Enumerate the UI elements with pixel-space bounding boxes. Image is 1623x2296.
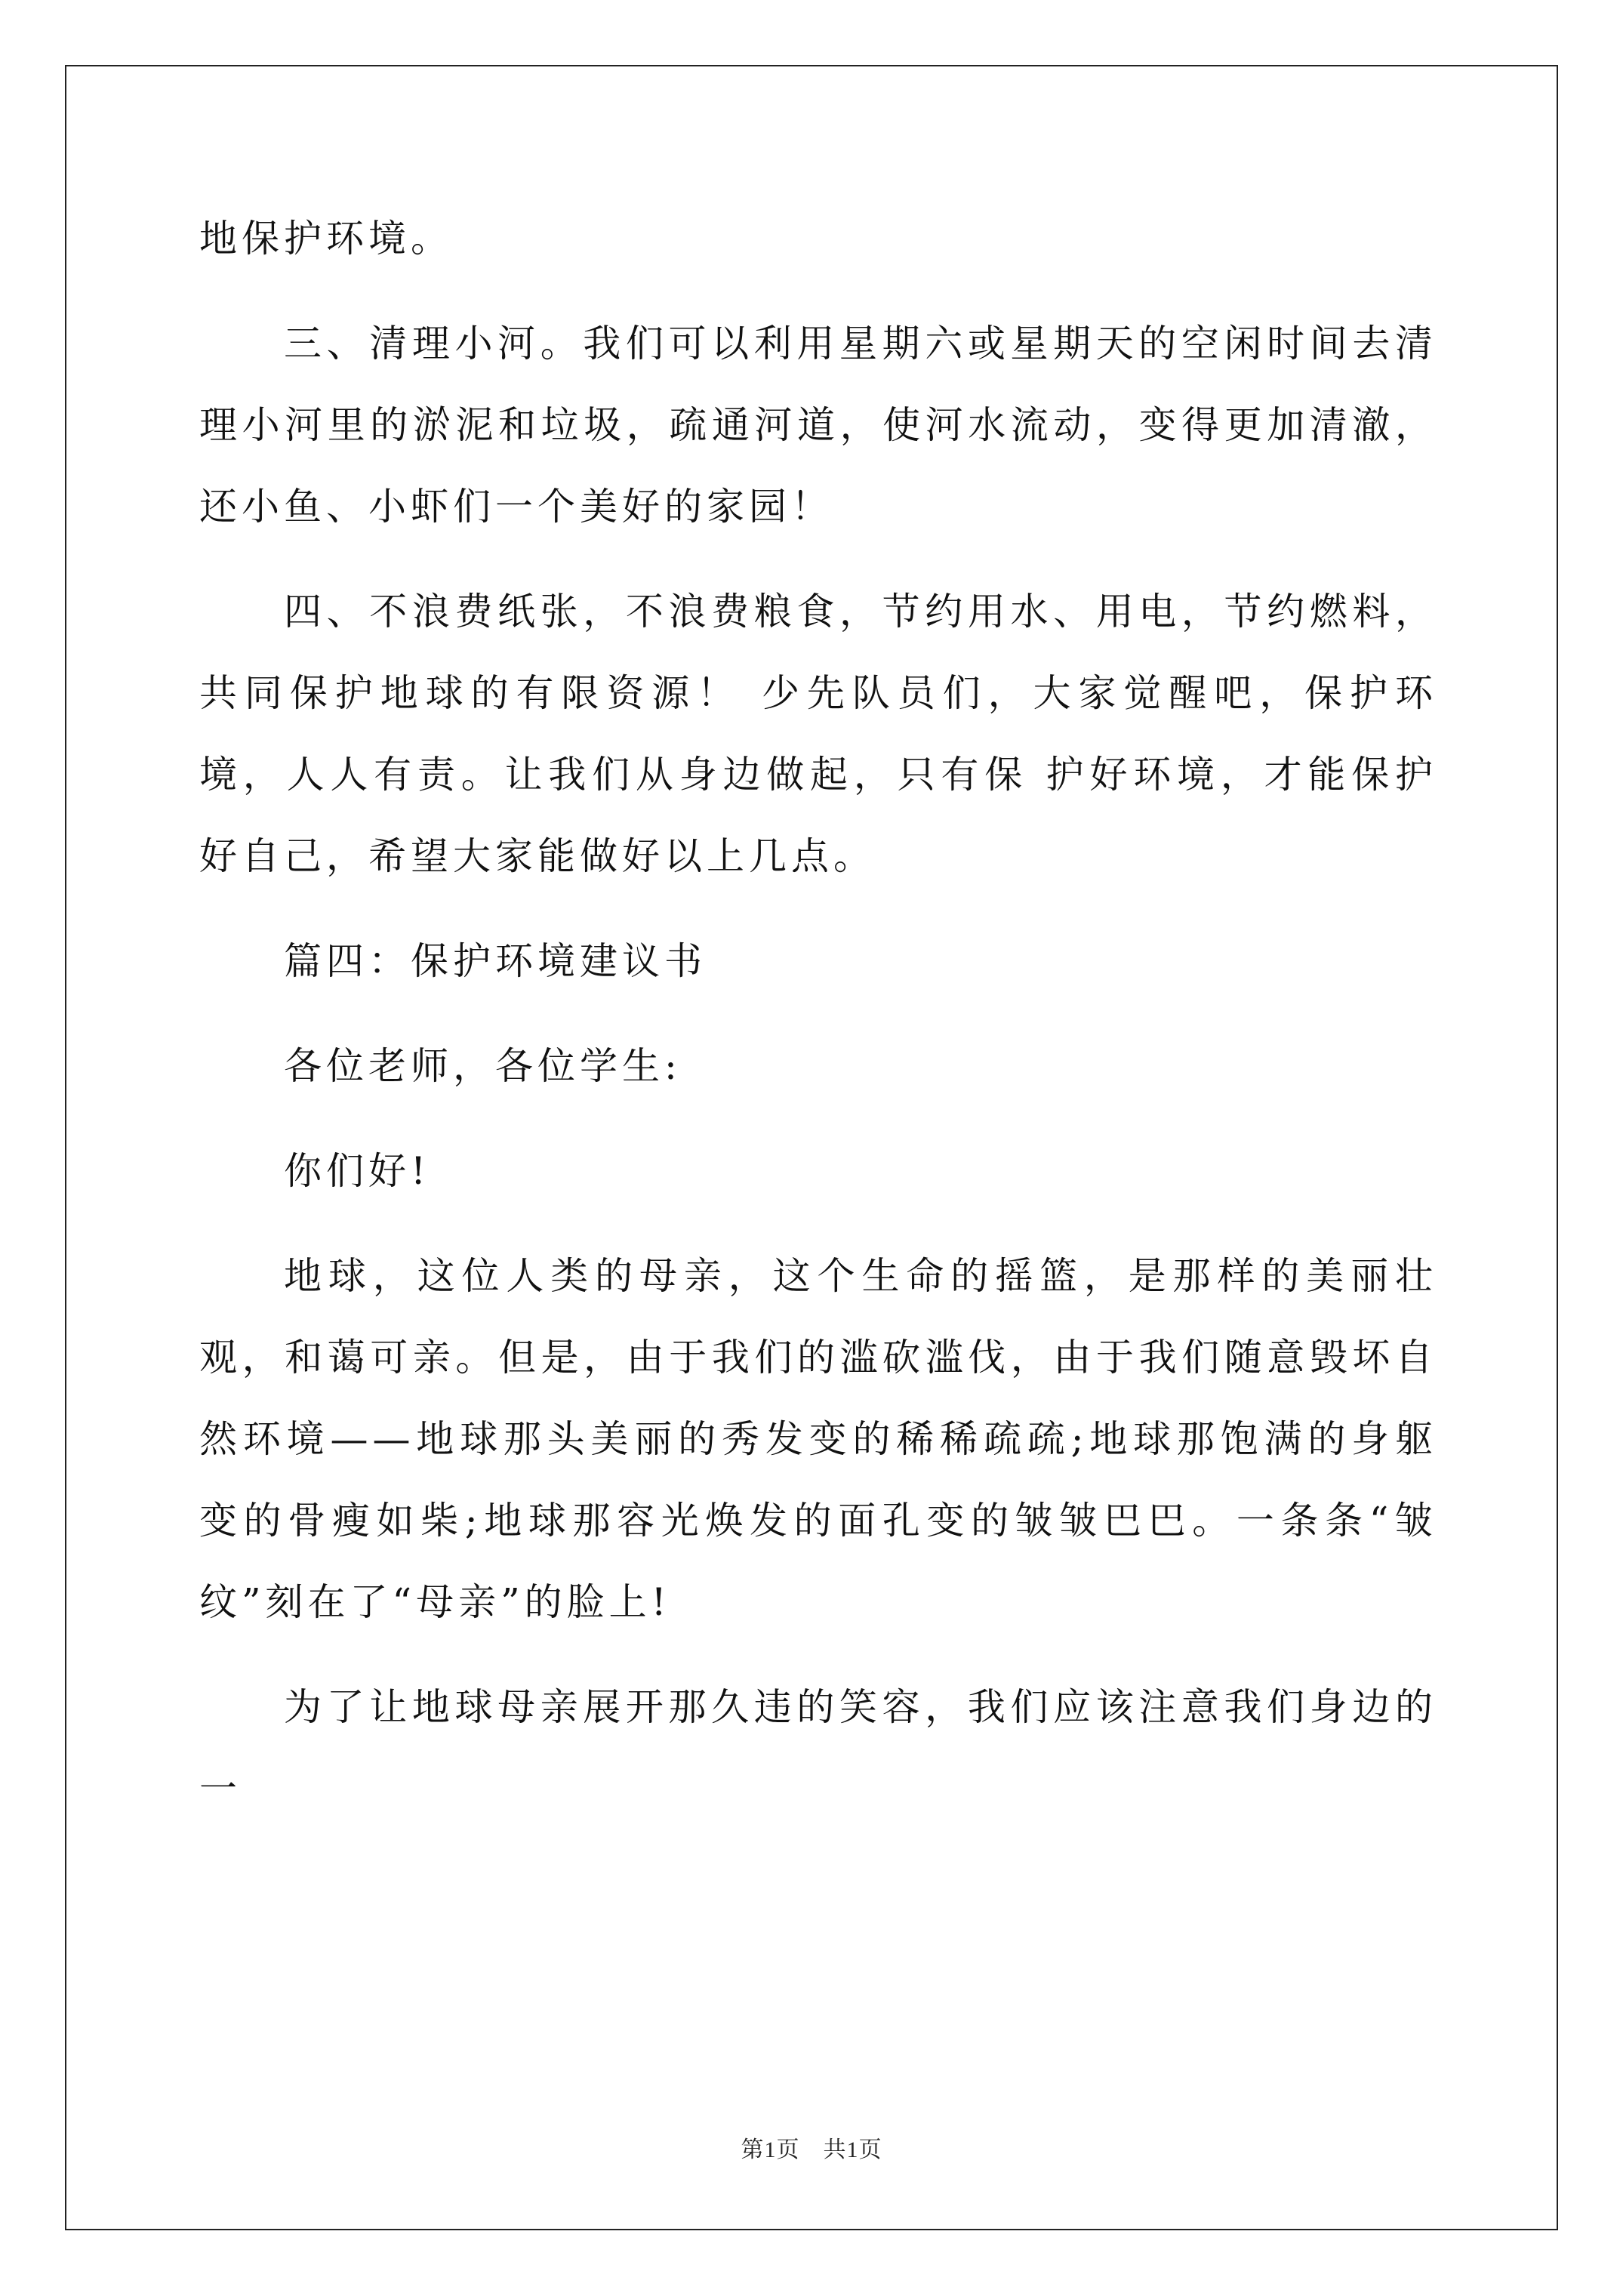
paragraph-item-four: 四、不浪费纸张，不浪费粮食，节约用水、用电，节约燃料，共同保护地球的有限资源！ 少先队员们，大家觉醒吧，保护环境，人人有责。让我们从身边做起，只有保 护好环境，才能保护好自己，希望大家能做好以上几点。 (199, 590, 1437, 878)
paragraph-earth: 地球，这位人类的母亲，这个生命的摇篮，是那样的美丽壮观，和蔼可亲。但是，由于我们的滥砍滥伐，由于我们随意毁坏自然环境——地球那头美丽的秀发变的稀稀疏疏;地球那饱满的身躯变的骨瘦如柴;地球那容光焕发的面孔变的皱皱巴巴。一条条“皱纹”刻在了“母亲”的脸上! (199, 1254, 1437, 1624)
document-body (199, 198, 1437, 1853)
paragraph-item-three: 三、清理小河。我们可以利用星期六或星期天的空闲时间去清理小河里的淤泥和垃圾，疏通河道，使河水流动，变得更加清澈，还小鱼、小虾们一个美好的家园！ (199, 322, 1437, 529)
paragraph-continuation: 地保护环境。 (199, 217, 453, 260)
paragraph-closing: 为了让地球母亲展开那久违的笑容，我们应该注意我们身边的一 (199, 1685, 1437, 1811)
greeting: 你们好! (284, 1149, 431, 1193)
section-heading: 篇四：保护环境建议书 (284, 939, 707, 983)
salutation: 各位老师，各位学生: (284, 1044, 682, 1088)
page-number: 第1页 共1页 (741, 2137, 882, 2162)
